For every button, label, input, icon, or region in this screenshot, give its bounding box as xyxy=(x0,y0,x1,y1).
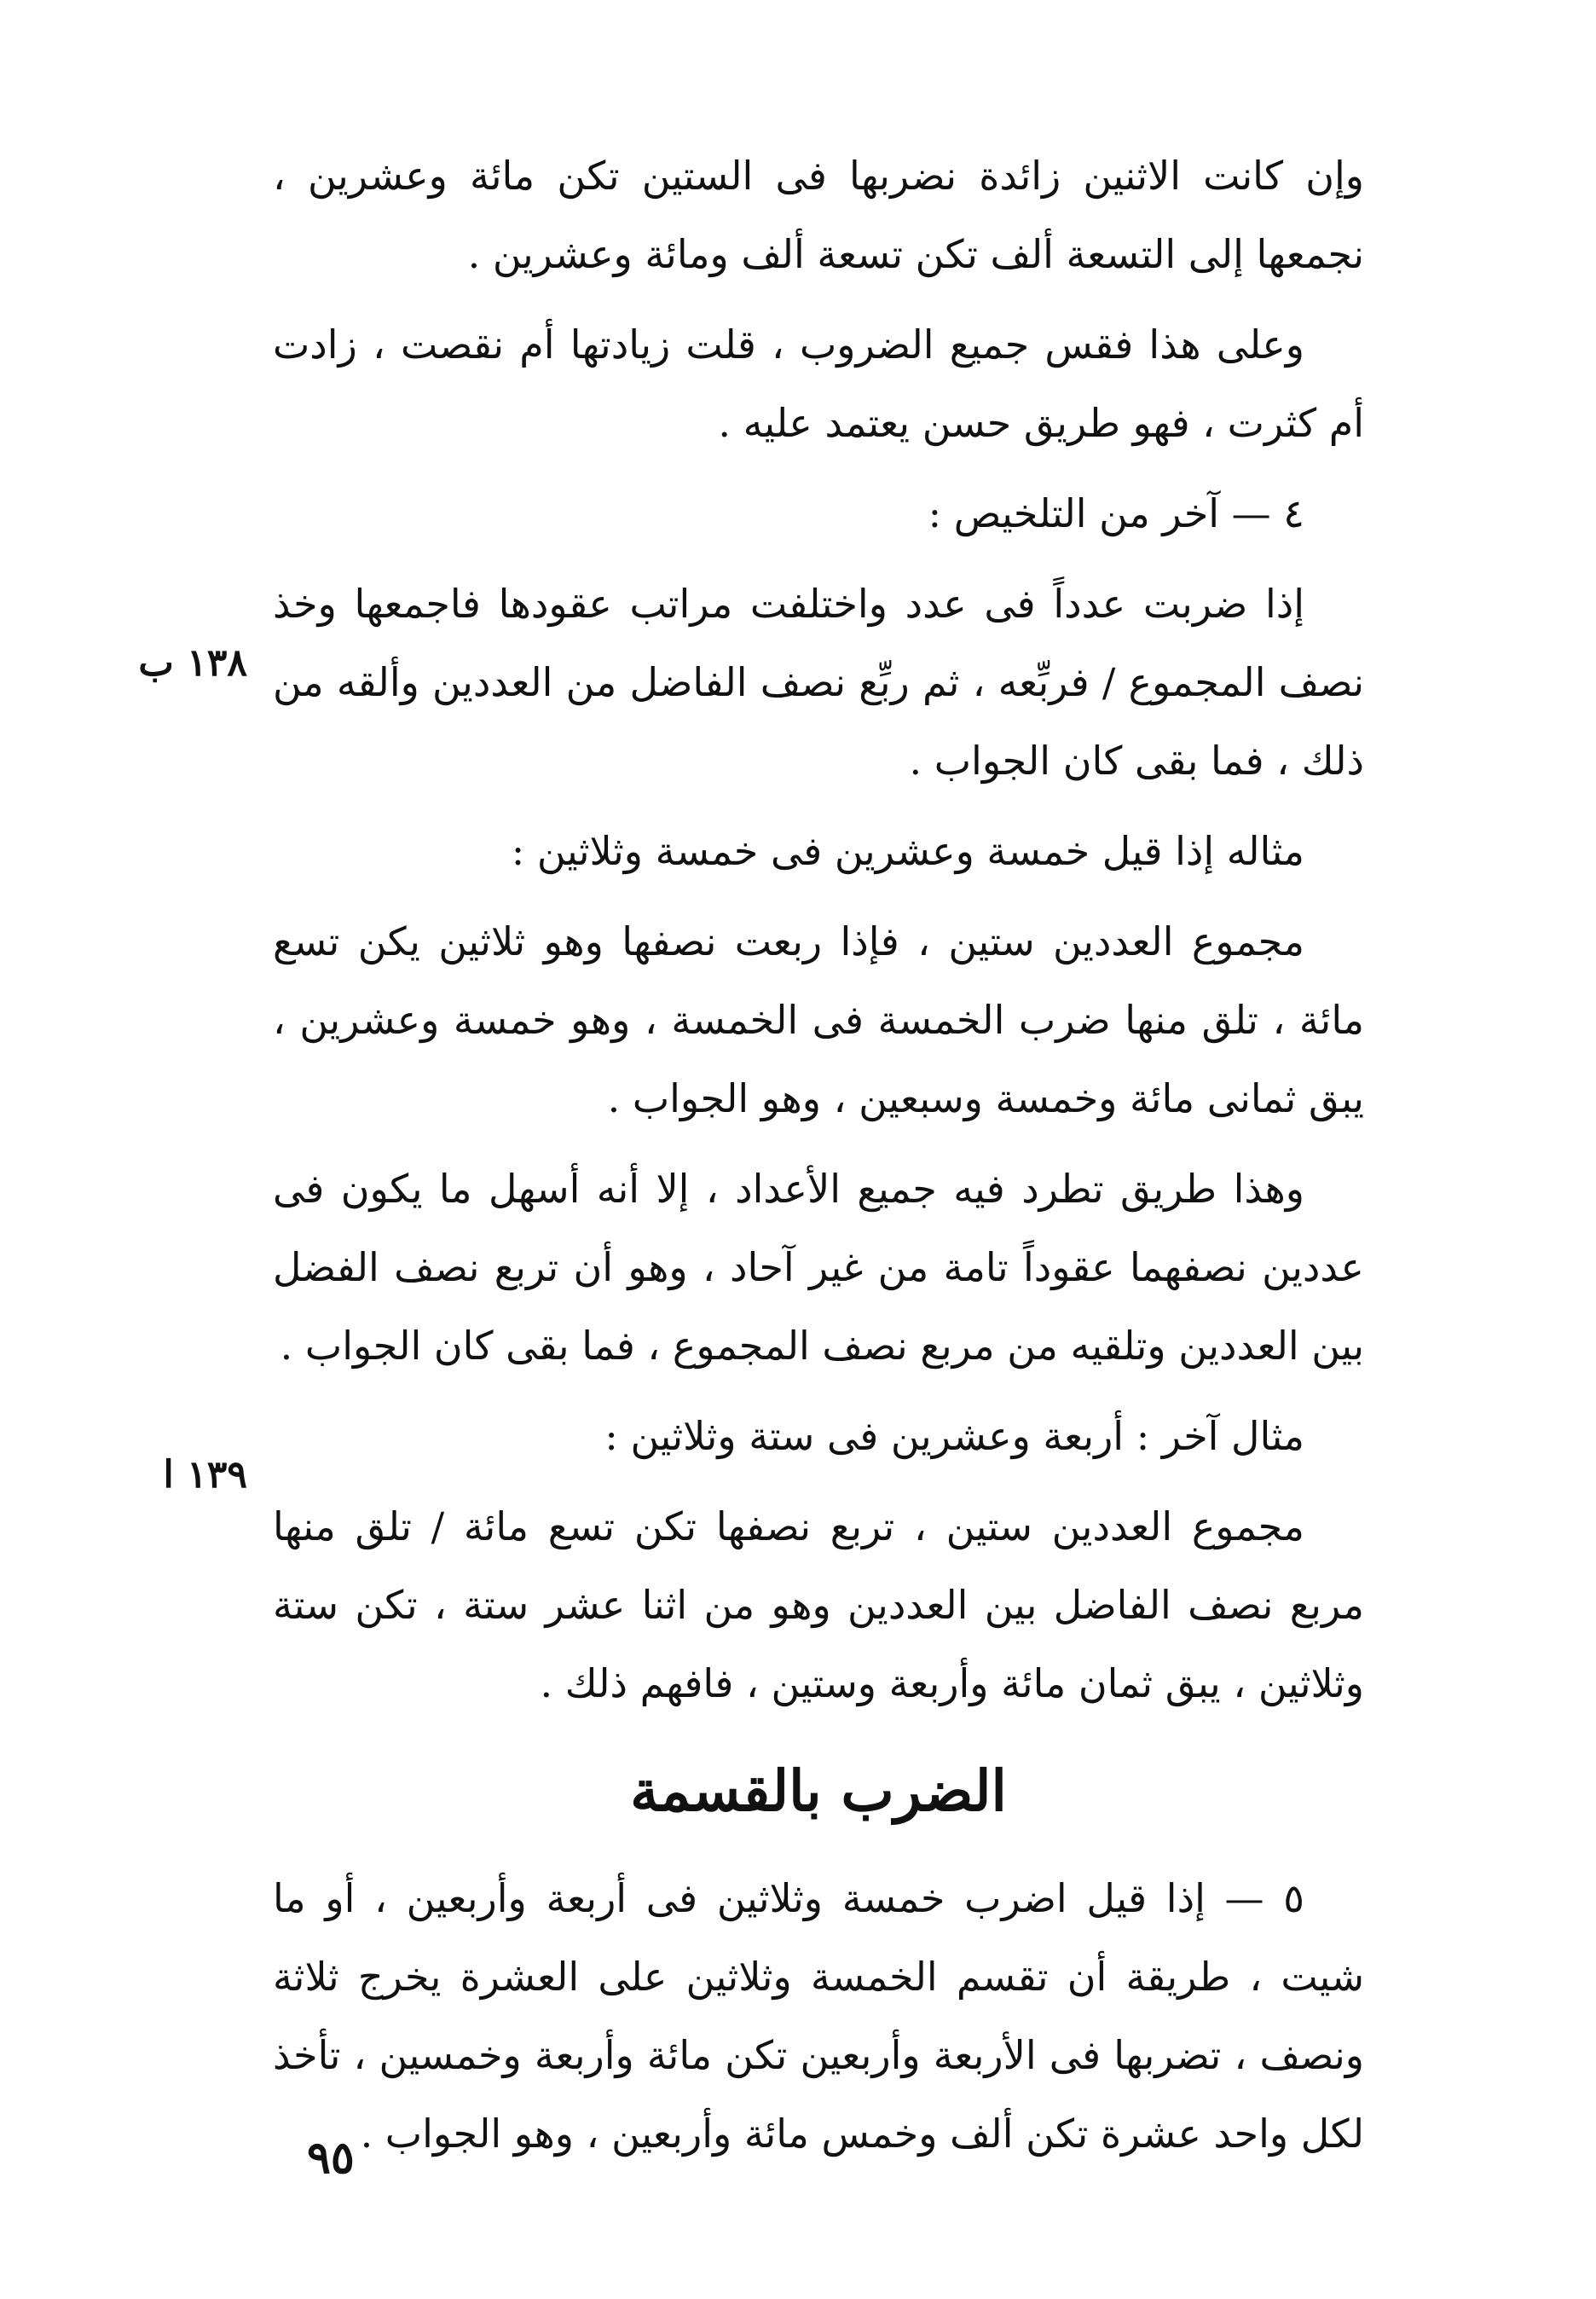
paragraph: مجموع العددين ستين ، فإذا ربعت نصفها وهو ثلاثين يكن تسع مائة ، تلق منها ضرب الخمسة فى الخمسة ، وهو خمسة وعشرين ، يبق ثمانى مائة وخمسة وسبعين ، وهو الجواب . xyxy=(273,918,1364,1121)
chapter-heading: الضرب بالقسمة xyxy=(630,1758,1007,1824)
folio-marker-138b: ١٣٨ ب xyxy=(138,641,247,685)
paragraph: مثال آخر : أربعة وعشرين فى ستة وثلاثين : xyxy=(604,1413,1304,1459)
main-text xyxy=(273,136,1364,2185)
paragraph: مجموع العددين ستين ، تربع نصفها تكن تسع مائة / تلق منها مربع نصف الفاضل بين العددين وهو من اثنا عشر ستة ، تكن ستة وثلاثين ، يبق ثمان مائة وأربعة وستين ، فافهم ذلك . xyxy=(273,1503,1364,1706)
paragraph: ٥ — إذا قيل اضرب خمسة وثلاثين فى أربعة وأربعين ، أو ما شيت ، طريقة أن تقسم الخمسة وثلاثين على العشرة يخرج ثلاثة ونصف ، تضربها فى الأربعة وأربعين تكن مائة وأربعة وخمسين ، تأخذ لكل واحد عشرة تكن ألف وخمس مائة وأربعين ، وهو الجواب . xyxy=(273,1875,1364,2157)
page-number: ٩٥ xyxy=(307,2132,355,2184)
paragraph: إذا ضربت عدداً فى عدد واختلفت مراتب عقودها فاجمعها وخذ نصف المجموع / فربِّعه ، ثم ربِّع نصف الفاضل من العددين وألقه من ذلك ، فما بقى كان الجواب . xyxy=(273,581,1364,784)
section-heading-4: ٤ — آخر من التلخيص : xyxy=(928,490,1304,536)
paragraph: وعلى هذا فقس جميع الضروب ، قلت زيادتها أم نقصت ، زادت أم كثرت ، فهو طريق حسن يعتمد عليه . xyxy=(273,321,1364,446)
paragraph: وهذا طريق تطرد فيه جميع الأعداد ، إلا أنه أسهل ما يكون فى عددين نصفهما عقوداً تامة من غير آحاد ، وهو أن تربع نصف الفضل بين العددين وتلقيه من مربع نصف المجموع ، فما بقى كان الجواب . xyxy=(273,1166,1364,1369)
paragraph: وإن كانت الاثنين زائدة نضربها فى الستين تكن مائة وعشرين ، نجمعها إلى التسعة ألف تكن تسعة ألف ومائة وعشرين . xyxy=(273,153,1364,277)
paragraph: مثاله إذا قيل خمسة وعشرين فى خمسة وثلاثين : xyxy=(511,828,1304,874)
folio-marker-139a: ١٣٩ ا xyxy=(163,1453,247,1497)
